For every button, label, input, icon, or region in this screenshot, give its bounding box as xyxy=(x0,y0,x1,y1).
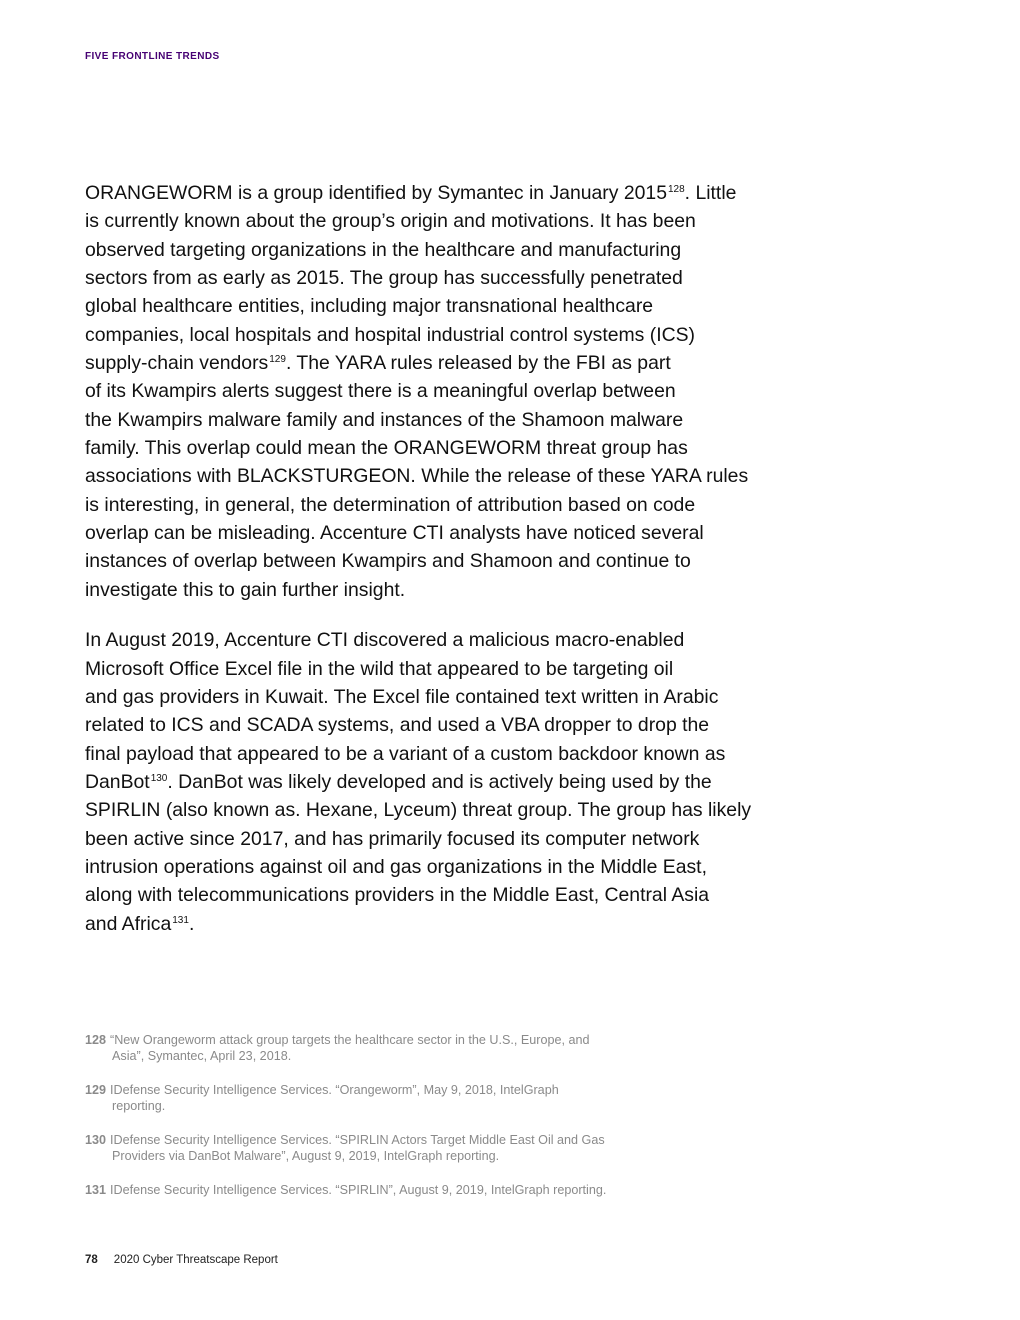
text-line xyxy=(85,910,790,938)
footnote-line: Providers via DanBot Malware”, August 9, 2019, IntelGraph reporting. xyxy=(112,1149,500,1163)
footnote-ref-130[interactable]: 130 xyxy=(150,772,168,784)
section-label: FIVE FRONTLINE TRENDS xyxy=(85,51,220,62)
text-line: companies, local hospitals and hospital industrial control systems (ICS) xyxy=(85,323,696,346)
text-line xyxy=(85,768,790,796)
text-line: along with telecommunications providers in the Middle East, Central Asia xyxy=(85,884,710,907)
text-line: been active since 2017, and has primarily focused its computer network xyxy=(85,827,700,850)
text-segment: . DanBot was likely developed and is actively being used by the xyxy=(167,770,712,793)
footnote-130 xyxy=(85,1132,725,1164)
text-segment: . Little xyxy=(684,182,737,204)
text-line: of its Kwampirs alerts suggest there is a meaningful overlap between xyxy=(85,380,676,403)
footnotes xyxy=(85,1032,725,1216)
text-line: sectors from as early as 2015. The group has successfully penetrated xyxy=(85,267,683,290)
text-line xyxy=(85,179,790,207)
text-segment: ORANGEWORM is a group identified by Symantec in January 2015 xyxy=(85,182,667,204)
text-line xyxy=(85,349,790,377)
text-line: SPIRLIN (also known as. Hexane, Lyceum) threat group. The group has likely xyxy=(85,799,752,822)
footnote-line: Asia”, Symantec, April 23, 2018. xyxy=(112,1049,292,1063)
text-line: associations with BLACKSTURGEON. While the release of these YARA rules xyxy=(85,465,749,488)
footnote-number: 129 xyxy=(85,1083,107,1097)
text-line: observed targeting organizations in the healthcare and manufacturing xyxy=(85,238,682,261)
footnote-line xyxy=(85,1082,725,1098)
text-segment: . The YARA rules released by the FBI as part xyxy=(285,352,671,375)
text-line: intrusion operations against oil and gas organizations in the Middle East, xyxy=(85,855,707,878)
text-segment: DanBot xyxy=(85,770,150,793)
footnote-number: 131 xyxy=(85,1183,107,1197)
footnote-131 xyxy=(85,1182,725,1198)
footnote-ref-129[interactable]: 129 xyxy=(269,354,286,366)
footnote-number: 128 xyxy=(85,1033,107,1047)
text-segment: . xyxy=(188,912,195,935)
text-line: global healthcare entities, including major transnational healthcare xyxy=(85,295,654,318)
footnote-ref-131[interactable]: 131 xyxy=(172,914,189,926)
text-line: and gas providers in Kuwait. The Excel file contained text written in Arabic xyxy=(85,685,719,708)
footnote-text: IDefense Security Intelligence Services. “SPIRLIN”, August 9, 2019, IntelGraph reporting. xyxy=(110,1183,607,1197)
article-body xyxy=(85,179,790,960)
footnote-text: IDefense Security Intelligence Services. “SPIRLIN Actors Target Middle East Oil and Gas xyxy=(110,1133,605,1147)
text-line: investigate this to gain further insight. xyxy=(85,578,406,601)
footnote-text: “New Orangeworm attack group targets the healthcare sector in the U.S., Europe, and xyxy=(110,1033,590,1047)
footnote-number: 130 xyxy=(85,1133,107,1147)
page-footer xyxy=(85,1254,278,1266)
paragraph-orangeworm xyxy=(85,179,790,604)
footnote-text: IDefense Security Intelligence Services. “Orangeworm”, May 9, 2018, IntelGraph xyxy=(110,1083,559,1097)
report-title: 2020 Cyber Threatscape Report xyxy=(113,1254,278,1266)
text-line: Microsoft Office Excel file in the wild that appeared to be targeting oil xyxy=(85,657,674,680)
text-line: overlap can be misleading. Accenture CTI analysts have noticed several xyxy=(85,522,704,545)
footnote-128 xyxy=(85,1032,725,1064)
text-line: final payload that appeared to be a variant of a custom backdoor known as xyxy=(85,742,726,765)
footnote-line xyxy=(85,1032,725,1048)
footnote-line xyxy=(85,1182,725,1198)
text-line: is currently known about the group’s origin and motivations. It has been xyxy=(85,210,696,233)
text-line: related to ICS and SCADA systems, and used a VBA dropper to drop the xyxy=(85,714,710,737)
page-number: 78 xyxy=(85,1254,98,1266)
footnote-line: reporting. xyxy=(112,1099,166,1113)
text-segment: and Africa xyxy=(85,912,172,935)
paragraph-danbot xyxy=(85,626,790,938)
text-line: instances of overlap between Kwampirs and Shamoon and continue to xyxy=(85,550,691,573)
footnote-129 xyxy=(85,1082,725,1114)
text-line: family. This overlap could mean the ORANGEWORM threat group has xyxy=(85,437,688,460)
footnote-ref-128[interactable]: 128 xyxy=(667,184,685,195)
text-line: In August 2019, Accenture CTI discovered a malicious macro-enabled xyxy=(85,629,685,652)
footnote-line xyxy=(85,1132,725,1148)
text-line: is interesting, in general, the determination of attribution based on code xyxy=(85,493,696,516)
text-segment: supply-chain vendors xyxy=(85,352,269,375)
text-line: the Kwampirs malware family and instances of the Shamoon malware xyxy=(85,408,684,431)
